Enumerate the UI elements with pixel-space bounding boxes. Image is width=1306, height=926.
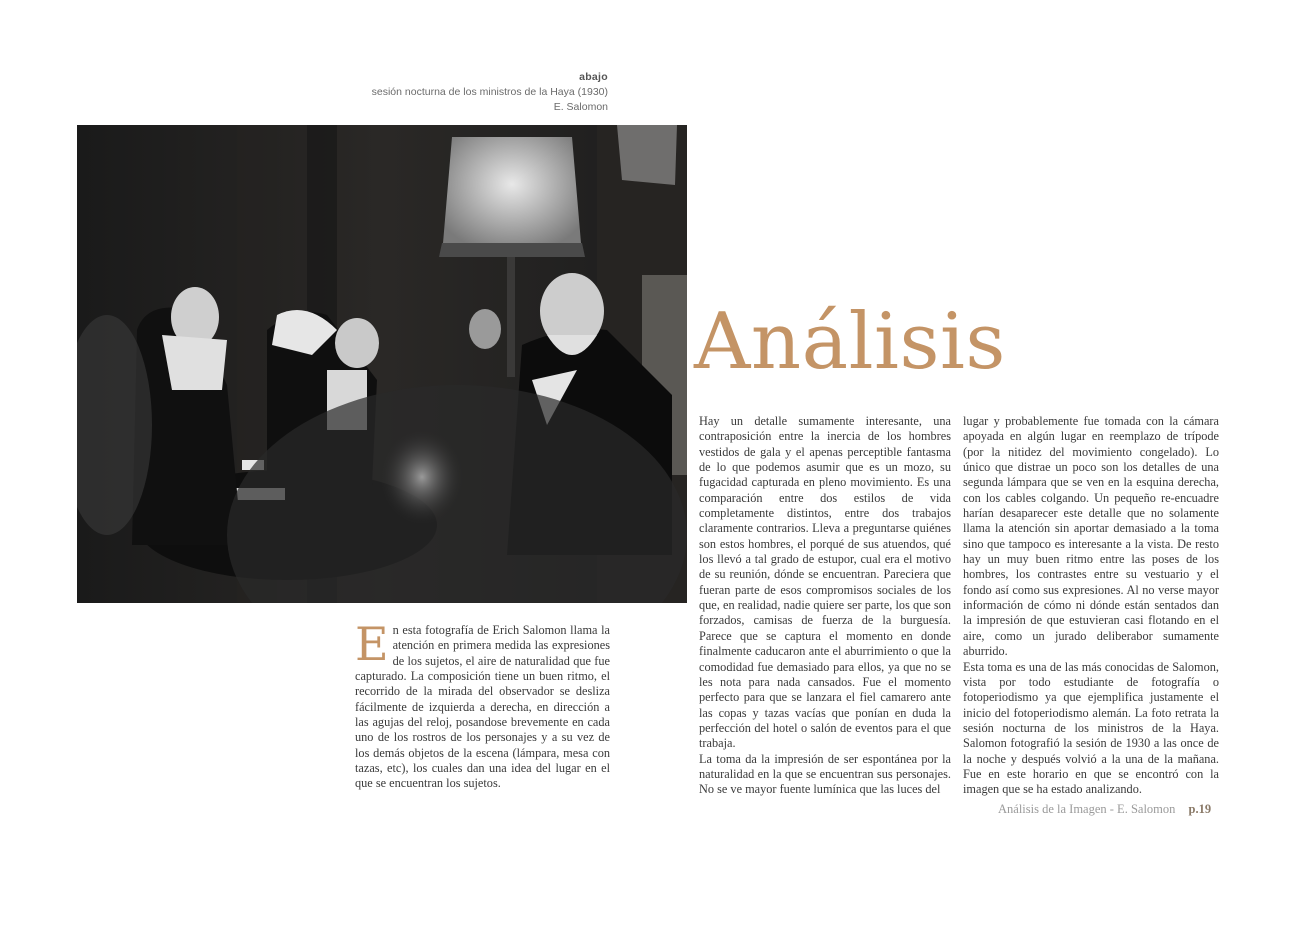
photo-caption <box>372 70 608 115</box>
caption-heading: abajo <box>579 71 608 83</box>
page-number: p.19 <box>1188 802 1212 816</box>
body-paragraph-2: La toma da la impresión de ser espontánea por la naturalidad en la que se encuentran sus personajes. No se ve mayor fuente lumínica que las luces del <box>699 751 951 797</box>
intro-text: n esta fotografía de Erich Salomon llama la atención en primera medida las expresiones de los sujetos, el aire de naturalidad que fue capturado. La composición tiene un buen ritmo, el recorrido de la mirada del observador se desliza fácilmente de izquierda a derecha, en dirección a las agujas del reloj, posandose brevemente en cada uno de los rostros de los personajes y a su vez de los demás objetos de la escena (lámpara, mesa con tazas, etc), los cuales dan una idea del lugar en el que se encuentran los sujetos. <box>355 623 610 791</box>
body-column-2 <box>963 414 1219 798</box>
page-footer <box>998 802 1211 817</box>
body-column-1 <box>699 414 951 798</box>
drop-cap: E <box>355 617 389 671</box>
intro-paragraph <box>355 617 610 792</box>
body-paragraph-3: Esta toma es una de las más conocidas de Salomon, vista por todo estudiante de fotografía o fotoperiodismo ya que ejemplifica justamente el inicio del fotoperiodismo alemán. La foto retrata la sesión nocturna de los ministros de la Haya. Salomon fotografió la sesión de 1930 a las once de la noche y después volvió a la una de la mañana. Fue en este horario en que se encontró con la imagen que se ha estado analizando. <box>963 659 1219 797</box>
photograph <box>77 125 687 603</box>
running-title: Análisis de la Imagen - E. Salomon <box>998 802 1176 816</box>
body-paragraph-1: Hay un detalle sumamente interesante, una contraposición entre la inercia de los hombres vestidos de gala y el apenas perceptible fantasma de lo que podemos asumir que es un mozo, su fugacidad capturada en pleno movimiento. Es una comparación entre dos estilos de vida completamente distintos, entre dos trabajos claramente contrarios. Lleva a preguntarse quiénes son estos hombres, el porqué de sus atuendos, qué los llevó a tal grado de estupor, cual era el motivo de su reunión, dónde se encuentran. Pareciera que fueran parte de esos compromisos sociales de los que, en realidad, nadie quiere ser parte, los que son forzados, camisas de fuerza de la burguesía. Parece que se captura el momento en donde finalmente caducaron ante el aburrimiento o que la comodidad fue demasiado para ellos, ya que no se les nota para nada cansados. Fue el momento perfecto para que se lanzara el fiel camarero ante las copas y tazas vacías que ponían en duda la perfección del hotel o salón de eventos para el que trabaja. <box>699 414 951 751</box>
body-paragraph-2-continued: lugar y probablemente fue tomada con la cámara apoyada en algún lugar en reemplazo de trípode (por la nitidez del movimiento congelado). Lo único que distrae un poco son los detalles de una segunda lámpara que se ven en la esquina derecha, con los cables colgando. Un pequeño re-encuadre harían desaparecer este detalle que no solamente llama la atención sin aportar demasiado a la toma sino que tampoco es interesante a la vista. De resto hay un muy buen ritmo entre las poses de los hombres, los contrastes entre su vestuario y el fondo así como sus expresiones. Al no verse mayor información de cómo ni dónde están sentados dan la impresión de que estuvieran casi flotando en el aire, como un jurado deliberabor sumamente aburrido. <box>963 414 1219 659</box>
caption-description: sesión nocturna de los ministros de la Haya (1930) <box>371 86 608 98</box>
caption-author: E. Salomon <box>553 101 608 113</box>
intro-column <box>355 617 610 792</box>
section-title: Análisis <box>694 297 1006 387</box>
